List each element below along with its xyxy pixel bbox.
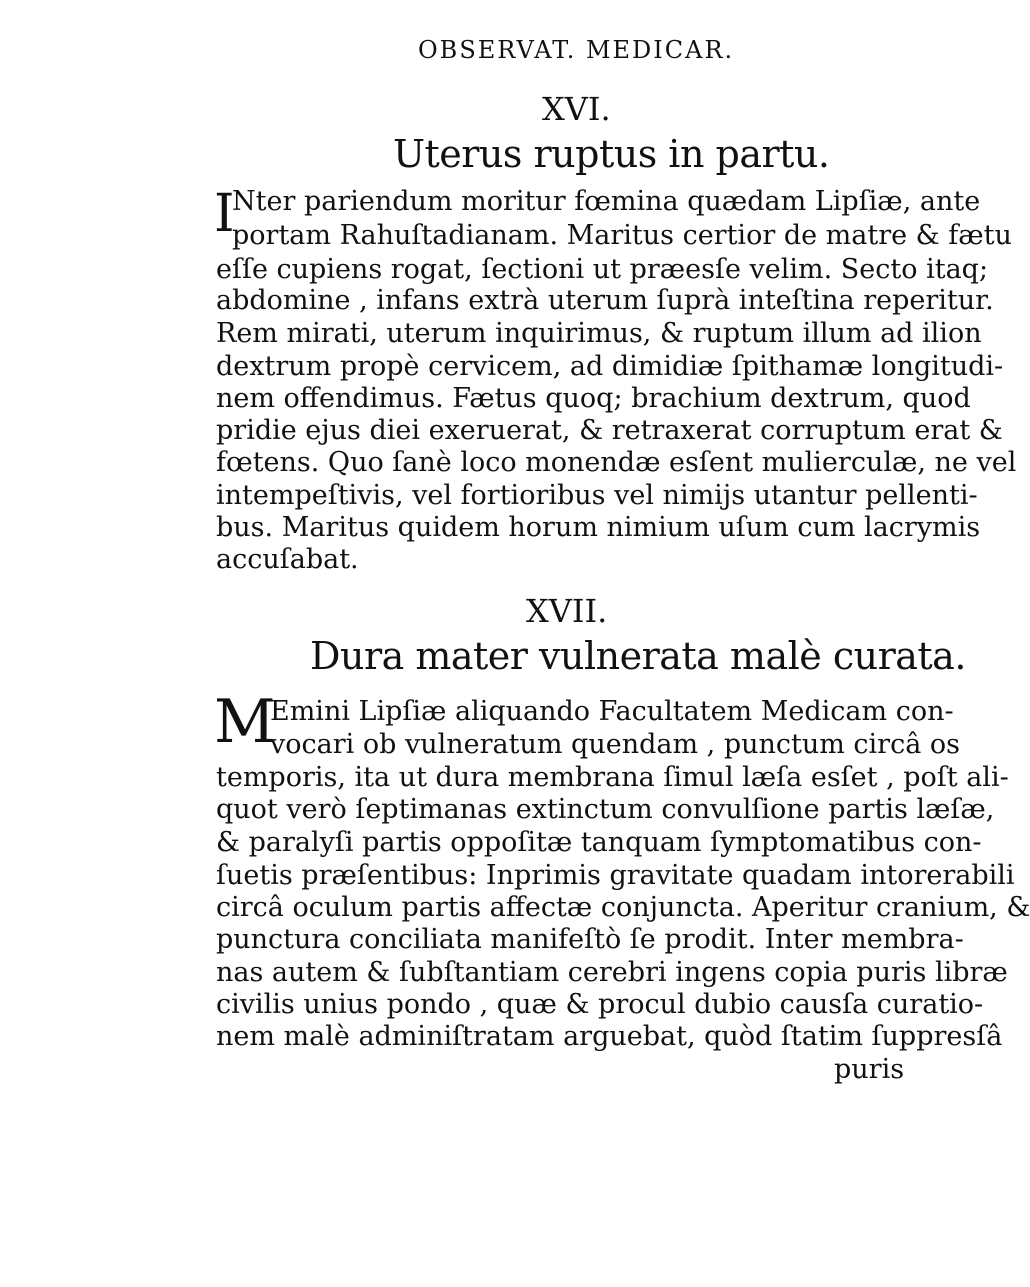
- text-line: ſuetis præſentibus: Inprimis gravitate quadam intorerabili: [216, 860, 1015, 891]
- text-line: Rem mirati, uterum inquirimus, & ruptum illum ad ilion: [216, 318, 982, 349]
- text-line: nem offendimus. Fætus quoq; brachium dextrum, quod: [216, 383, 971, 414]
- text-line: Nter pariendum moritur fœmina quædam Lipſiæ, ante: [232, 186, 981, 217]
- text-line: accuſabat.: [216, 544, 359, 575]
- text-line: nem malè adminiſtratam arguebat, quòd ſtatim ſuppresſâ: [216, 1021, 1003, 1052]
- catchword: puris: [834, 1054, 905, 1085]
- text-line: bus. Maritus quidem horum nimium uſum cum lacrymis: [216, 512, 981, 543]
- drop-cap: I: [214, 184, 235, 244]
- text-line: fœtens. Quo ſanè loco monendæ esſent mulierculæ, ne vel: [216, 447, 1017, 478]
- text-line: vocari ob vulneratum quendam , punctum circâ os: [270, 729, 961, 760]
- section-title: Uterus ruptus in partu.: [393, 132, 830, 176]
- text-line: portam Rahuſtadianam. Maritus certior de matre & fætu: [232, 220, 1012, 251]
- text-line: temporis, ita ut dura membrana ſimul læſa esſet , poſt ali-: [216, 762, 1009, 793]
- text-line: quot verò ſeptimanas extinctum convulſione partis læſæ,: [216, 794, 995, 825]
- section-number: XVII.: [526, 592, 608, 630]
- running-head: OBSERVAT. MEDICAR.: [418, 36, 735, 64]
- text-line: eſſe cupiens rogat, ſectioni ut præesſe velim. Secto itaq;: [216, 254, 989, 285]
- section-number: XVI.: [542, 90, 611, 128]
- text-line: Emini Lipſiæ aliquando Facultatem Medicam con-: [270, 696, 954, 727]
- drop-cap: M: [214, 687, 276, 757]
- text-line: pridie ejus diei exeruerat, & retraxerat corruptum erat &: [216, 415, 1003, 446]
- text-line: civilis unius pondo , quæ & procul dubio causſa curatio-: [216, 989, 984, 1020]
- text-line: punctura conciliata manifeſtò ſe prodit. Inter membra-: [216, 924, 964, 955]
- text-line: & paralyſi partis oppoſitæ tanquam ſymptomatibus con-: [216, 827, 982, 858]
- text-line: nas autem & ſubſtantiam cerebri ingens copia puris libræ: [216, 957, 1008, 988]
- text-line: intempeſtivis, vel fortioribus vel nimijs utantur pellenti-: [216, 480, 978, 511]
- text-line: dextrum propè cervicem, ad dimidiæ ſpithamæ longitudi-: [216, 351, 1004, 382]
- text-line: circâ oculum partis affectæ conjuncta. Aperitur cranium, &: [216, 892, 1030, 923]
- section-title: Dura mater vulnerata malè curata.: [310, 634, 966, 678]
- text-line: abdomine , infans extrà uterum ſuprà inteſtina reperitur.: [216, 285, 994, 316]
